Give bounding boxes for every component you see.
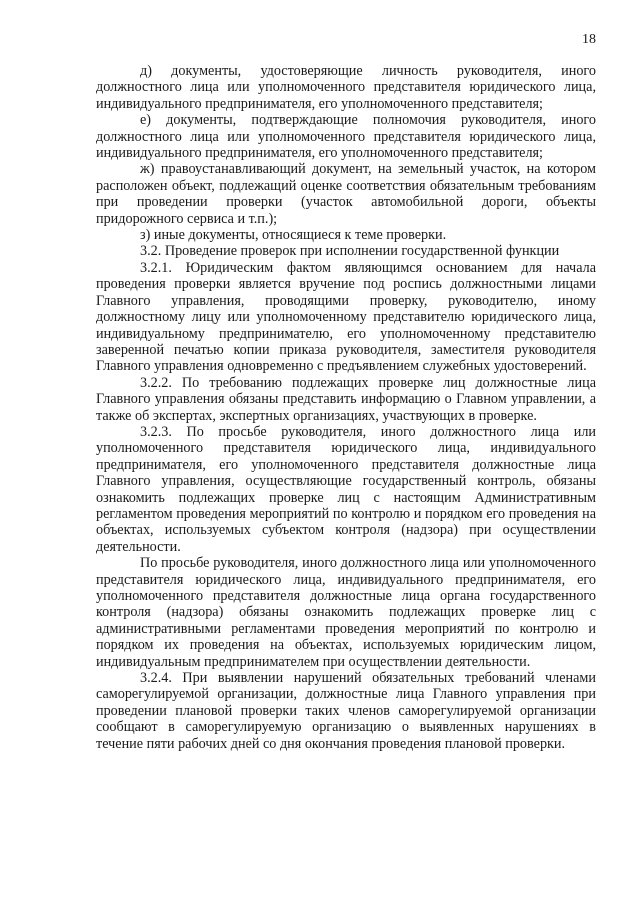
paragraph-3-2-3-continued: По просьбе руководителя, иного должностного лица или уполномоченного представителя юридического лица, индивидуального предпринимателя, его уполномоченного представителя должностные лица органа государственного контроля (надзора) обязаны ознакомить подлежащих проверке лиц с административными регламентами проведения мероприятий по контролю и порядком их проведения на объектах, используемых юридическим лицом, индивидуальным предпринимателем при осуществлении деятельности. [96, 555, 596, 670]
paragraph-item-z: з) иные документы, относящиеся к теме проверки. [140, 227, 447, 244]
paragraph-3-2-2: 3.2.2. По требованию подлежащих проверке лиц должностные лица Главного управления обязаны представить информацию о Главном управлении, а также об экспертах, экспертных организациях, участвующих в проверке. [96, 374, 596, 424]
paragraph-3-2-1: 3.2.1. Юридическим фактом являющимся основанием для начала проведения проверки является вручение под роспись должностными лицами Главного управления, проводящими проверку, руководителю, иному должностному лицу или уполномоченному представителю юридического лица, индивидуальному предпринимателю, его уполномоченному представителю заверенной печатью копии приказа руководителя, заместителя руководителя Главного управления одновременно с предъявлением служебных удостоверений. [96, 259, 596, 375]
paragraph-3-2-3: 3.2.3. По просьбе руководителя, иного должностного лица или уполномоченного представителя юридического лица, индивидуального предпринимателя, его уполномоченного представителя должностные лица Главного управления, осуществляющие государственный контроль, обязаны ознакомить подлежащих проверке лиц с настоящим Административным регламентом проведения мероприятий по контролю и порядком его проведения на объектах, используемых субъектом контроля (надзора) при осуществлении деятельности. [96, 423, 596, 555]
paragraph-item-d: д) документы, удостоверяющие личность руководителя, иного должностного лица или уполномоченного представителя юридического лица, индивидуального предпринимателя, его уполномоченного представителя; [96, 63, 596, 112]
paragraph-3-2-4: 3.2.4. При выявлении нарушений обязательных требований членами саморегулируемой организации, должностные лица Главного управления при проведении плановой проверки таких членов саморегулируемой организации сообщают в саморегулируемую организацию о выявленных нарушениях в течение пяти рабочих дней со дня окончания проведения плановой проверки. [96, 670, 596, 752]
document-body [96, 63, 596, 752]
paragraph-item-e: е) документы, подтверждающие полномочия руководителя, иного должностного лица или уполномоченного представителя юридического лица, индивидуального предпринимателя, его уполномоченного представителя; [96, 112, 596, 162]
paragraph-item-zh: ж) правоустанавливающий документ, на земельный участок, на котором расположен объект, подлежащий оценке соответствия обязательным требованиям при проведении проверки (участок автомобильной дороги, объекты придорожного сервиса и т.п.); [96, 161, 596, 227]
section-heading-3-2: 3.2. Проведение проверок при исполнении государственной функции [140, 243, 560, 260]
page-number: 18 [582, 32, 596, 47]
